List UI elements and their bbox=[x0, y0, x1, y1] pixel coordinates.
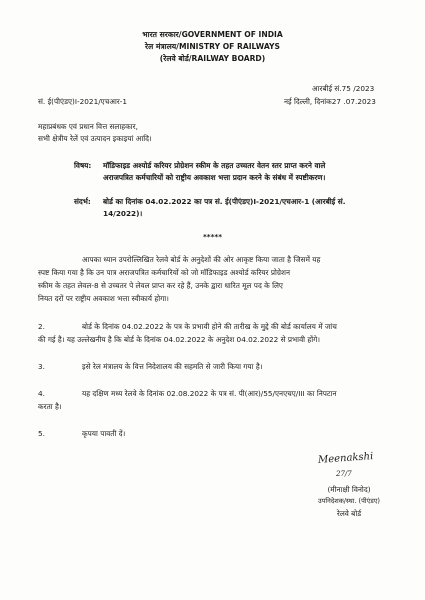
signature-date: 27/7 bbox=[336, 470, 352, 478]
para1-line1: आपका ध्यान उपरोल्लिखित रेलवे बोर्ड के अनुदेशों की ओर आकृष्ट किया जाता है जिसमें यह bbox=[82, 255, 321, 264]
reference-line2: 14/2022)। bbox=[103, 209, 143, 218]
para1-line4: नियत दरों पर राष्ट्रीय अवकाश भत्ता स्वीकार्य होगा। bbox=[38, 294, 169, 303]
header-government: भारत सरकार/GOVERNMENT OF INDIA bbox=[142, 30, 283, 39]
para2-line1: बोर्ड के दिनांक 04.02.2022 के पत्र के प्रभावी होने की तारीख के मुद्दे की बोर्ड कार्यालय में जांच bbox=[82, 322, 337, 331]
para5-number: 5. bbox=[38, 429, 45, 438]
para3-line1: इसे रेल मंत्रालय के वित्त निदेशालय की सहमति से जारी किया गया है। bbox=[82, 362, 263, 371]
rbe-number: आरबीई सं.75 /2023 bbox=[312, 84, 375, 93]
para1-line2: स्पष्ट किया गया है कि उन पात्र अराजपत्रित कर्मचारियों को जो मॉडिफाइड अश्योर्ड करियर प्रोग्रेशन bbox=[38, 268, 291, 277]
para5-line1: कृपया पावती दें। bbox=[82, 429, 126, 438]
place-date: नई दिल्ली, दिनांक27 .07.2023 bbox=[284, 97, 376, 106]
para4-line1: यह दक्षिण मध्य रेलवे के दिनांक 02.08.2022 के पत्र सं. पी(आर)/55/एनएचए/III का निपटान bbox=[82, 389, 337, 398]
signature-scrawl: Meenakshi bbox=[317, 451, 374, 466]
para1-line3: स्कीम के तहत लेवल-8 से उच्चतर पे लेवल प्राप्त कर रहे हैं, उनके द्वारा धारित मूल पद के लिए bbox=[38, 281, 283, 290]
addressee-line1: महाप्रबंधक एवं प्रधान वित्त सलाहकार, bbox=[38, 122, 138, 131]
reference-line1: बोर्ड का दिनांक 04.02.2022 का पत्र सं. ई(पीएंडए)I-2021/एचआर-1 (आरबीई सं. bbox=[103, 197, 346, 206]
para4-line2: करता है। bbox=[38, 402, 62, 411]
para2-number: 2. bbox=[38, 322, 45, 331]
header-board: (रेलवे बोर्ड/RAILWAY BOARD) bbox=[159, 54, 266, 63]
signatory-name: (मीनाक्षी विनोद) bbox=[327, 485, 371, 494]
subject-label: विषय: bbox=[74, 161, 92, 170]
reference-label: संदर्भ: bbox=[74, 197, 91, 206]
subject-line1: मॉडिफाइड अश्योर्ड करियर प्रोग्रेशन स्कीम के तहत उच्चतर वेतन स्तर प्राप्त करने वाले bbox=[103, 161, 326, 170]
separator: ***** bbox=[202, 232, 223, 241]
para4-number: 4. bbox=[38, 389, 45, 398]
header-ministry: रेल मंत्रालय/MINISTRY OF RAILWAYS bbox=[145, 42, 280, 51]
signatory-office: रेलवे बोर्ड bbox=[336, 509, 362, 518]
subject-line2: अराजपत्रित कर्मचारियों को राष्ट्रीय अवकाश भत्ता प्रदान करने के संबंध में स्पष्टीकरण। bbox=[103, 173, 326, 182]
signatory-designation: उपनिदेशक/स्था. (पीएंडए) bbox=[318, 497, 380, 505]
addressee-line2: सभी क्षेत्रीय रेलें एवं उत्पादन इकाइयां आदि। bbox=[38, 134, 152, 143]
para3-number: 3. bbox=[38, 362, 45, 371]
para2-line2: की गई है। यह उल्लेखनीय है कि बोर्ड के दिनांक 04.02.2022 के अनुदेश 04.02.2022 से प्रभावी होंगे। bbox=[38, 335, 320, 344]
file-number: सं. ई(पीएंडए)I-2021/एचआर-1 bbox=[38, 97, 128, 106]
